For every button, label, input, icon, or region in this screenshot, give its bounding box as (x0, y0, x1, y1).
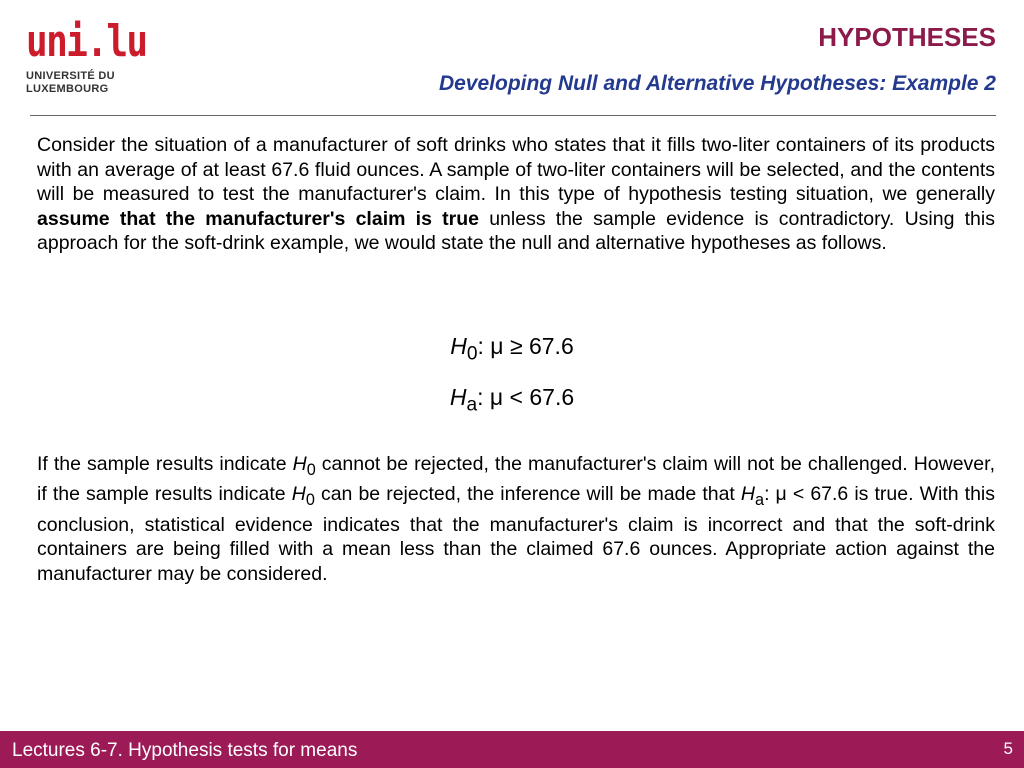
page-number: 5 (1003, 739, 1013, 758)
logo-text (26, 70, 126, 96)
intro-paragraph (37, 133, 995, 256)
intro-bold-text: assume that the manufacturer's claim is true (37, 207, 479, 230)
slide-title: HYPOTHESES (818, 22, 996, 52)
null-subscript: 0 (466, 343, 478, 365)
conclusion-sub-2: 0 (305, 491, 315, 510)
conclusion-h-2: H (291, 483, 306, 506)
university-logo (26, 16, 147, 96)
logo-line-1: UNIVERSITÉ DU (26, 70, 115, 82)
conclusion-h-1: H (292, 453, 307, 475)
intro-text-1: Consider the situation of a manufacturer of soft drinks who states that it fills two-liter containers of its products with an average of at least 67.6 fluid ounces. A sample of two-liter containers will be selected, and the contents will be measured to test the manufacturer's claim. In this type of hypothesis testing situation, we generally (37, 134, 995, 205)
conclusion-text-3: can be rejected, the inference will be made that (314, 483, 741, 506)
footer-lecture-title: Lectures 6-7. Hypothesis tests for means (12, 740, 358, 761)
conclusion-text-4: : μ < 67.6 is true. With this conclusion, statistical evidence indicates that the manufacturer's claim is incorrect and that the soft-drink containers are being filled with a mean less than the claimed 67.6 ounces. Appropriate action against the manufacturer may be considered. (37, 483, 996, 585)
conclusion-text-2: cannot be rejected, the manufacturer's claim will not be challenged. However, if the sample results indicate (37, 453, 995, 506)
conclusion-sub-1: 0 (306, 460, 316, 479)
alt-h-symbol: H (449, 384, 467, 410)
conclusion-text-1: If the sample results indicate (37, 453, 293, 475)
null-expression: : μ ≥ 67.6 (477, 333, 574, 359)
logo-line-2: LUXEMBOURG (26, 83, 109, 95)
conclusion-paragraph (37, 452, 995, 586)
null-h-symbol: H (450, 333, 467, 359)
alternative-hypothesis (0, 384, 1024, 417)
header-divider (30, 115, 996, 116)
intro-text-2: unless the sample evidence is contradictory. Using this approach for the soft-drink example, we would state the null and alternative hypotheses as follows. (37, 207, 995, 254)
logo-mark: uni.lu (26, 16, 147, 67)
null-hypothesis (0, 333, 1024, 366)
slide-subtitle: Developing Null and Alternative Hypotheses: Example 2 (438, 72, 996, 95)
conclusion-sub-3: a (755, 491, 765, 510)
alt-expression: : μ < 67.6 (477, 384, 575, 410)
conclusion-h-3: H (740, 483, 756, 506)
alt-subscript: a (466, 394, 478, 416)
footer-bar (0, 731, 1024, 768)
